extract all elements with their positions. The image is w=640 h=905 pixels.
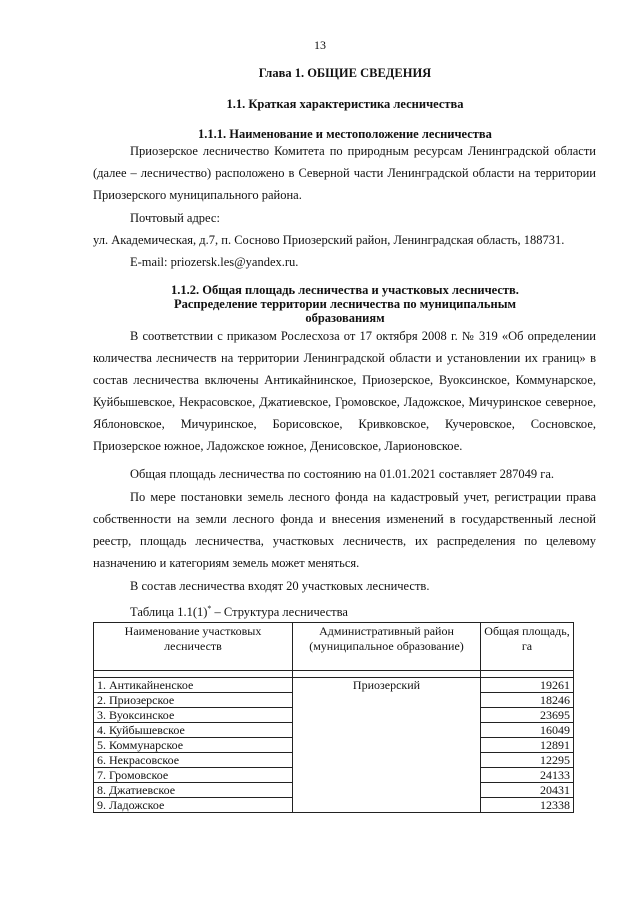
district-cell: Приозерский xyxy=(293,678,481,813)
forestry-area: 12891 xyxy=(481,738,574,753)
table-caption xyxy=(130,602,348,619)
page-number: 13 xyxy=(314,38,326,52)
table-row xyxy=(94,678,574,693)
order-paragraph: В соответствии с приказом Рослесхоза от 17 октября 2008 г. № 319 «Об определении количества лесничеств на территории Ленинградской области и установлении их границ» в состав лесничества включены Антикайнинское, Приозерское, Вуоксинское, Коммунарское, Куйбышевское, Некрасовское, Джатиевское, Громовское, Ладожское, Мичуринское северное, Яблоновское, Мичуринское, Борисовское, Кривковское, Кучеровское, Сосновское, Приозерское южное, Ладожское южное, Денисовское, Ларионовское. xyxy=(93,329,596,453)
table-header-row xyxy=(94,623,574,671)
forestry-name: 6. Некрасовское xyxy=(94,753,293,768)
section-1-1-1-heading: 1.1.1. Наименование и местоположение лесничества xyxy=(198,127,492,141)
forestry-name: 9. Ладожское xyxy=(94,798,293,813)
forestry-name: 4. Куйбышевское xyxy=(94,723,293,738)
postal-label: Почтовый адрес: xyxy=(130,211,220,225)
header-area: Общая площадь, га xyxy=(481,623,574,671)
section-1-1-2-heading-line1: 1.1.2. Общая площадь лесничества и участковых лесничеств. xyxy=(171,283,519,297)
forestry-name: 2. Приозерское xyxy=(94,693,293,708)
forestry-area: 12338 xyxy=(481,798,574,813)
forestry-name: 1. Антикайненское xyxy=(94,678,293,693)
section-1-1-2-heading-line2: Распределение территории лесничества по муниципальным xyxy=(173,297,517,311)
forestry-area: 23695 xyxy=(481,708,574,723)
forestry-area: 12295 xyxy=(481,753,574,768)
forestry-area: 24133 xyxy=(481,768,574,783)
forestry-area: 18246 xyxy=(481,693,574,708)
postal-address: ул. Академическая, д.7, п. Сосново Приозерский район, Ленинградская область, 188731. xyxy=(93,233,565,247)
changes-paragraph: По мере постановки земель лесного фонда на кадастровый учет, регистрации права собственности на земли лесного фонда и внесения изменений в государственный лесной реестр, площадь лесничества, участковых лесничеств, их распределения по целевому назначению и категориям земель может меняться. xyxy=(93,490,596,570)
total-area-paragraph: Общая площадь лесничества по состоянию на 01.01.2021 составляет 287049 га. xyxy=(130,467,555,481)
table-caption-suffix: – Структура лесничества xyxy=(211,605,348,620)
forestry-area: 20431 xyxy=(481,783,574,798)
location-paragraph: Приозерское лесничество Комитета по природным ресурсам Ленинградской области (далее – лесничество) расположено в Северной части Ленинградской области на территории Приозерского муниципального района. xyxy=(93,144,596,202)
header-name: Наименование участковых лесничеств xyxy=(94,623,293,671)
forestry-structure-table xyxy=(93,622,574,813)
header-district: Административный район (муниципальное образование) xyxy=(293,623,481,671)
table-spacer-row xyxy=(94,671,574,678)
email-line: E-mail: priozersk.les@yandex.ru. xyxy=(130,255,299,269)
table-caption-prefix: Таблица 1.1(1) xyxy=(130,605,208,620)
forestry-area: 16049 xyxy=(481,723,574,738)
chapter-title: Глава 1. ОБЩИЕ СВЕДЕНИЯ xyxy=(258,66,432,80)
forestry-area: 19261 xyxy=(481,678,574,693)
section-1-1-heading: 1.1. Краткая характеристика лесничества xyxy=(226,97,464,111)
section-1-1-2-heading-line3: образованиям xyxy=(305,311,385,325)
forestry-name: 8. Джатиевское xyxy=(94,783,293,798)
forestry-name: 7. Громовское xyxy=(94,768,293,783)
forestry-name: 3. Вуоксинское xyxy=(94,708,293,723)
count-paragraph: В состав лесничества входят 20 участковых лесничеств. xyxy=(130,579,430,593)
forestry-name: 5. Коммунарское xyxy=(94,738,293,753)
footnote-mark: * xyxy=(207,604,212,613)
